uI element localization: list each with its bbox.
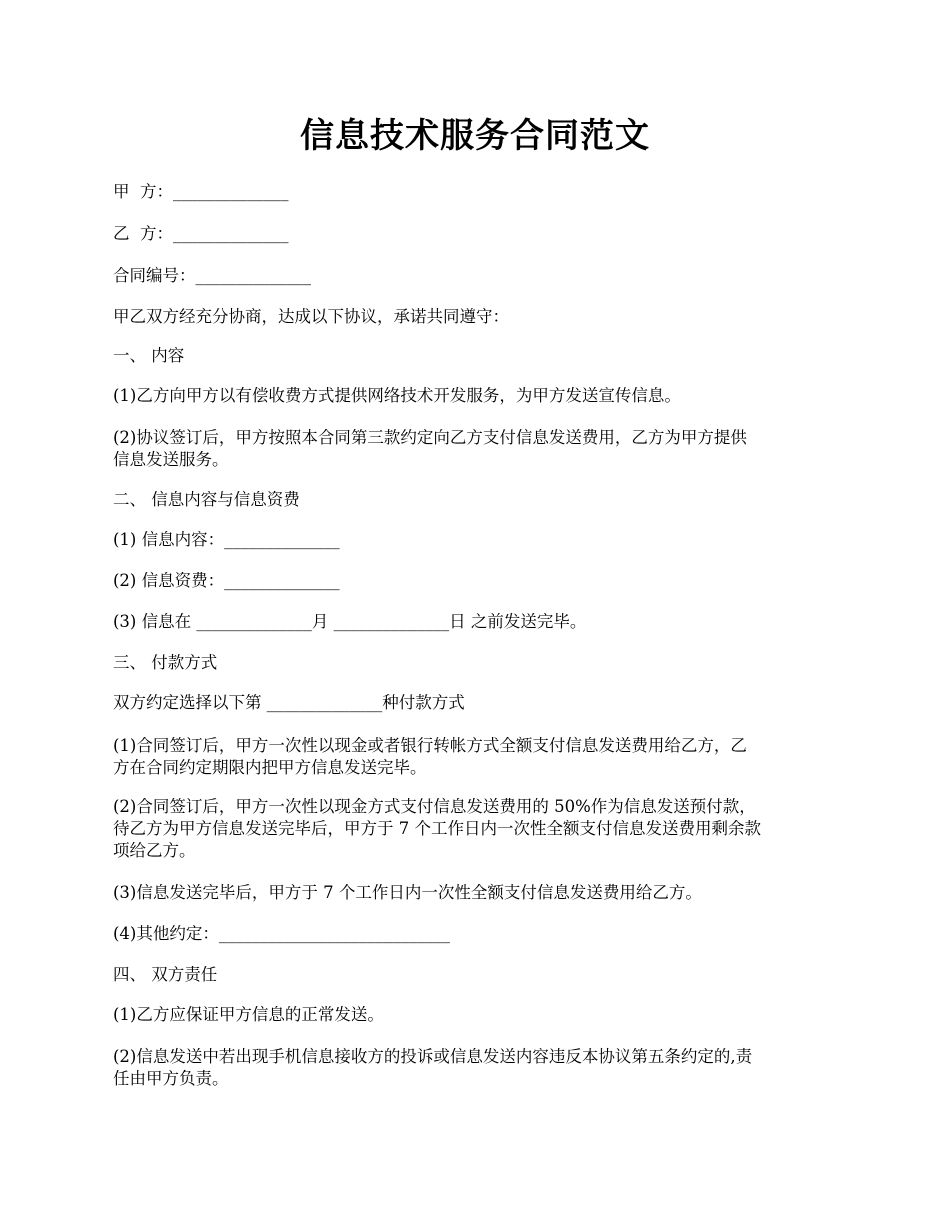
section-heading-3: 三、 付款方式 (113, 653, 218, 672)
clause-3-3: (3)信息发送完毕后，甲方于 7 个工作日内一次性全额支付信息发送费用给乙方。 (113, 883, 702, 902)
document-title: 信息技术服务合同范文 (300, 116, 650, 156)
clause-2-2: (2) 信息资费：______________ (113, 571, 340, 590)
clause-2-1: (1) 信息内容：______________ (113, 530, 340, 549)
contract-number-line: 合同编号：______________ (113, 266, 311, 285)
clause-1-1: (1)乙方向甲方以有偿收费方式提供网络技术开发服务，为甲方发送宣传信息。 (113, 386, 681, 405)
clause-3-4: (4)其他约定：____________________________ (113, 924, 450, 943)
party-a-line: 甲 方：______________ (113, 182, 289, 201)
party-b-line: 乙 方：______________ (113, 224, 289, 243)
clause-4-2: (2)信息发送中若出现手机信息接收方的投诉或信息发送内容违反本协议第五条约定的,责 任由甲方负责。 (113, 1047, 753, 1088)
clause-4-1: (1)乙方应保证甲方信息的正常发送。 (113, 1005, 384, 1024)
clause-3-1: (1)合同签订后，甲方一次性以现金或者银行转帐方式全额支付信息发送费用给乙方，乙 方在合同约定期限内把甲方信息发送完毕。 (113, 736, 747, 777)
clause-3-2: (2)合同签订后，甲方一次性以现金方式支付信息发送费用的 50%作为信息发送预付款， 待乙方为甲方信息发送完毕后，甲方于 7 个工作日内一次性全额支付信息发送费用剩余款 项给乙方。 (113, 797, 761, 860)
intro-paragraph: 甲乙双方经充分协商，达成以下协议，承诺共同遵守： (113, 307, 509, 326)
section-heading-2: 二、 信息内容与信息资费 (113, 490, 300, 509)
clause-2-3: (3) 信息在 ______________月 ______________日 之前发送完毕。 (113, 612, 587, 631)
section-heading-1: 一、 内容 (113, 346, 185, 365)
payment-choice-line: 双方约定选择以下第 ______________种付款方式 (113, 693, 465, 712)
section-heading-4: 四、 双方责任 (113, 965, 218, 984)
clause-1-2: (2)协议签订后，甲方按照本合同第三款约定向乙方支付信息发送费用，乙方为甲方提供 信息发送服务。 (113, 428, 747, 469)
